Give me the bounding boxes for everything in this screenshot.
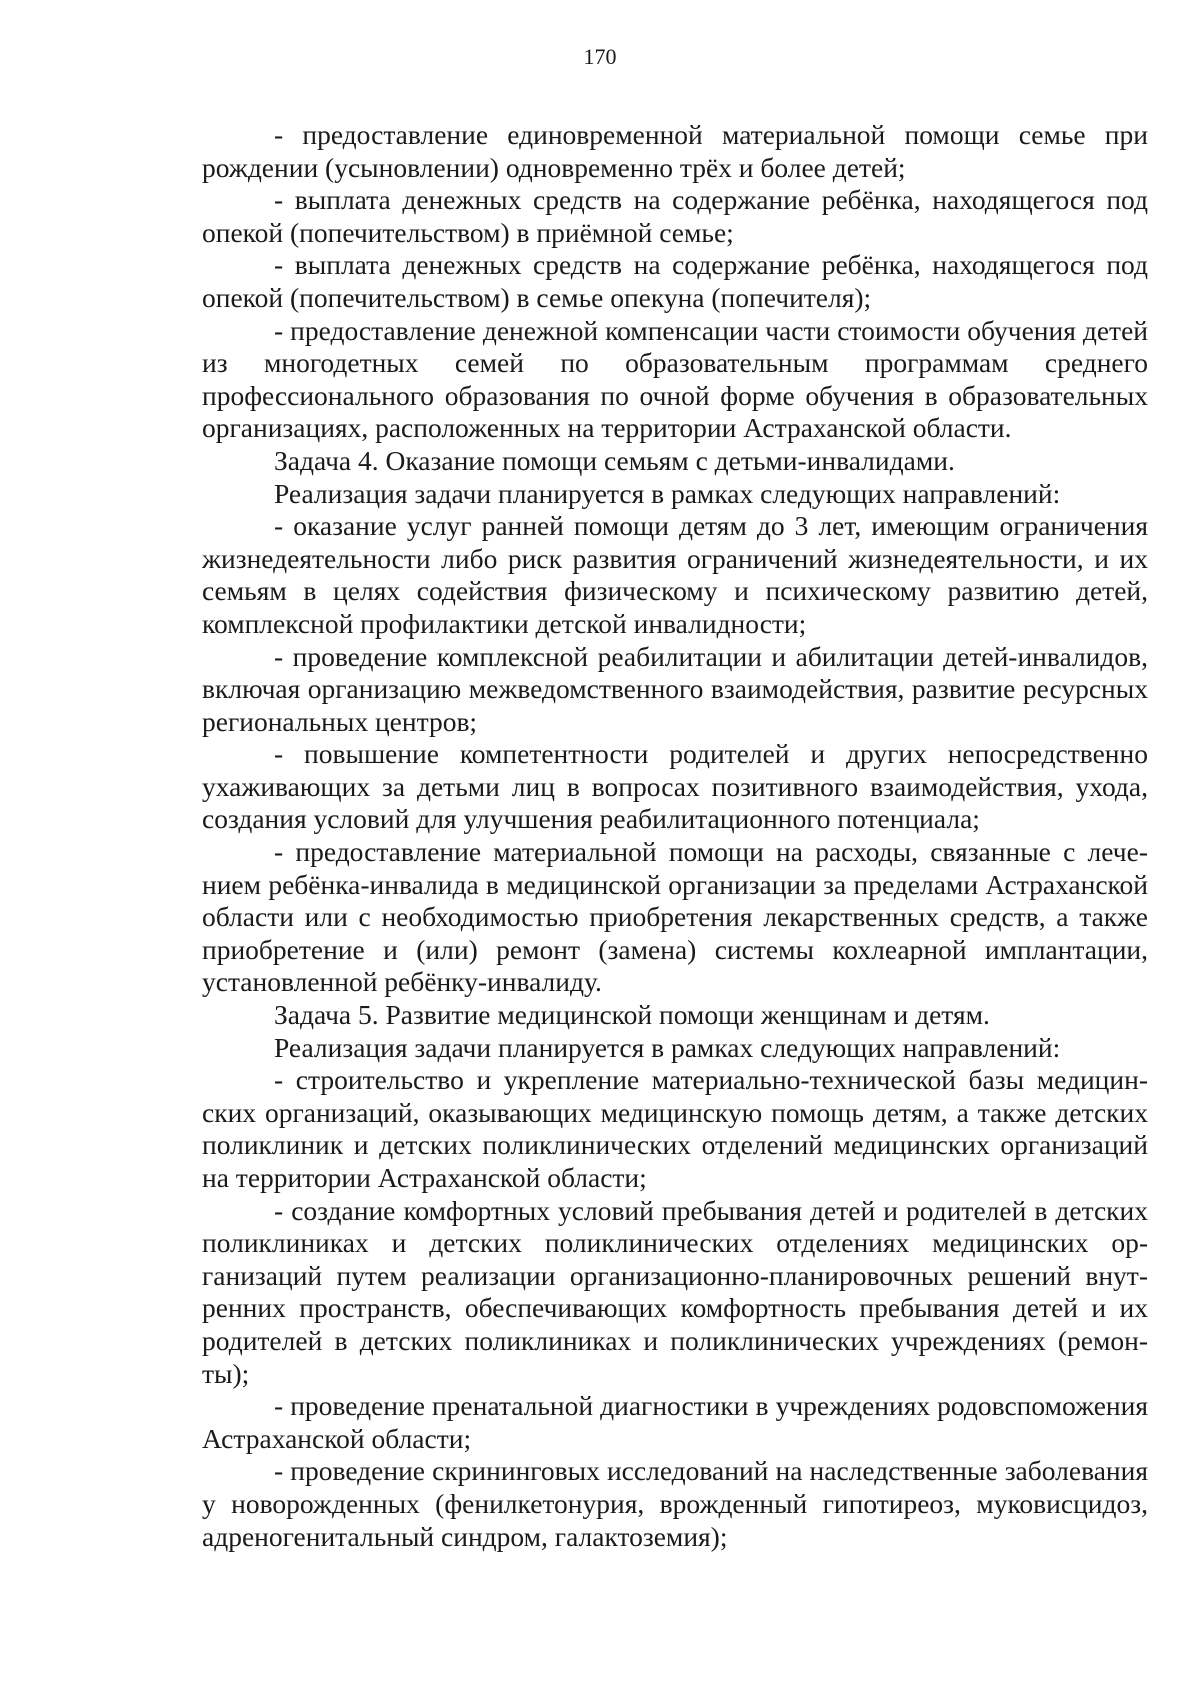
paragraph-7: - оказание услуг ранней помощи детям до 3 лет, имеющим ограничения жизнедеятельности либо риск развития ограничений жизнедеятельности, и их семьям в целях содействия физическому и психическому развитию детей, комплексной профилактики детской инвалидности;	[202, 510, 1148, 639]
document-body	[202, 119, 1148, 1553]
task-5-heading: Задача 5. Развитие медицинской помощи женщинам и детям.	[274, 999, 990, 1031]
paragraph-3: - выплата денежных средств на содержание ребёнка, находящегося под опекой (попечительством) в семье опекуна (попечителя);	[202, 249, 1148, 313]
paragraph-10: - предоставление материальной помощи на расходы, связанные с лечением ребёнка-инвалида в медицинской организации за пределами Астраханской области или с необходимостью приобретения лекарственных средств, а также приобретение и (или) ремонт (замена) системы кохлеарной имплантации, установленной ребёнку-инвалиду.	[202, 836, 1148, 998]
paragraph-4: - предоставление денежной компенсации части стоимости обучения детей из многодетных семей по образовательным программам среднего профессионального образования по очной форме обучения в образовательных организациях, расположенных на территории Астраханской области.	[202, 314, 1148, 444]
task-4-heading: Задача 4. Оказание помощи семьям с детьми-инвалидами.	[274, 444, 955, 476]
paragraph-2: - выплата денежных средств на содержание ребёнка, находящегося под опекой (попечительством) в приёмной семье;	[202, 184, 1148, 248]
paragraph-9: - повышение компетентности родителей и других непосредственно ухаживающих за детьми лиц в вопросах позитивного взаимодействия, ухода, создания условий для улучшения реабилитационного потенциала;	[202, 738, 1148, 835]
task-5-intro: Реализация задачи планируется в рамках следующих направлений:	[274, 1031, 1061, 1063]
paragraph-1: - предоставление единовременной материальной помощи семье при рождении (усыновлении) одновременно трёх и более детей;	[202, 119, 1148, 183]
paragraph-16: - проведение скрининговых исследований на наследственные заболевания у новорожденных (фенилкетонурия, врожденный гипотиреоз, муковисцидоз, адреногенитальный синдром, галактоземия);	[202, 1455, 1148, 1552]
paragraph-15: - проведение пренатальной диагностики в учреждениях родовспоможения Астраханской области;	[202, 1390, 1148, 1454]
paragraph-14: - создание комфортных условий пребывания детей и родителей в детских поликлиниках и детских поликлинических отделениях медицинских организаций путем реализации организационно-планировочных решений внутренних пространств, обеспечивающих комфортность пребывания детей и их родителей в детских поликлиниках и поликлинических учреждениях (ремонты);	[202, 1194, 1148, 1389]
page-number: 170	[583, 44, 617, 69]
paragraph-8: - проведение комплексной реабилитации и абилитации детей-инвалидов, включая организацию межведомственного взаимодействия, развитие ресурсных региональных центров;	[202, 640, 1148, 737]
task-4-intro: Реализация задачи планируется в рамках следующих направлений:	[274, 477, 1061, 509]
paragraph-13: - строительство и укрепление материально-технической базы медицинских организаций, оказывающих медицинскую помощь детям, а также детских поликлиник и детских поликлинических отделений медицинских организаций на территории Астраханской области;	[202, 1064, 1148, 1193]
